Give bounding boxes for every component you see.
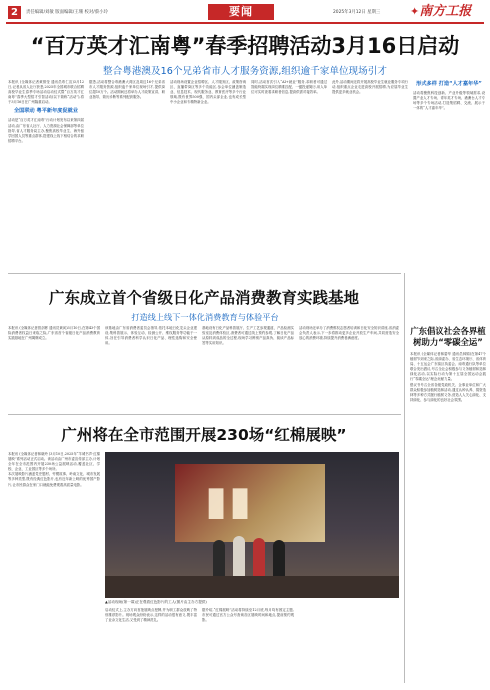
- photo-person: [213, 540, 225, 580]
- sidebar-divider: [404, 273, 405, 683]
- lead-paragraph: 此外,活动期间还将开展高校毕业生就业服务专项行动,组织重点企业走进高校开展招聘,为应届毕业生提供更多就业机会。: [332, 80, 408, 95]
- brand-logo: [410, 3, 471, 21]
- brand-icon: ✦: [410, 5, 420, 18]
- story2-col1: [8, 326, 100, 411]
- story2-bottom-rule: [8, 414, 401, 415]
- lead-paragraph: 活动是“百万英才汇南粤”行动计划发布以来第四届活动,由广东省人社厅、人力资源社会保障部等单位指导,省人才服务局主办,聚焦高校毕业生、海外留学回国人员等重点群体,搭建线上线下相结合的求职招聘平台。: [8, 118, 84, 143]
- photo-person: [273, 540, 285, 580]
- lead-paragraph: 本报讯 (全媒体记者黄祺莹 通讯员粤仁宣)3月12日,记者从省人社厅获悉,2025年全国城市联合招聘高校毕业生春季专场活动启动仪式暨“百万英才汇南粤”春季大型招才引智活动(以下简称“活动”),将于3月16日在广州隆重启动。: [8, 80, 84, 105]
- photo-caption: ▲活动现场(第一幕)正在观看红色影片的工人(图片由主办方提供): [105, 600, 207, 604]
- photo-stage-floor: [105, 576, 399, 598]
- photo-person: [253, 538, 265, 580]
- photo-backdrop-glyph: ▮▮: [205, 477, 254, 524]
- lead-paragraph: 活动将聚焦科技创新、产业升级等领域需求,设置产业人才专场、青年英才专场、港澳台人才专场等多个专场活动,打造集招聘、交流、展示于一体的“人才嘉年华”。: [413, 91, 485, 111]
- story2-subtitle: 打造线上线下一体化消费教育与体验平台: [131, 312, 279, 322]
- lead-body-col2: [89, 80, 165, 270]
- lead-subhead-2: 形式多样 打造“人才嘉年华”: [416, 81, 482, 87]
- brand-name: 南方工报: [419, 4, 472, 19]
- lead-body-col6: [413, 80, 485, 270]
- story3-paragraph: 本报讯 (全媒体记者林晓玲 )3月10日,2025年“羊城书声·红棉展映”系列活动正式启动。该活动由广州市委宣传部主办,计划全年在全市范围内开展230场公益展映活动,覆盖社区、学校、企业、工业园区等多个场所。: [8, 452, 100, 472]
- story2-col2: [105, 326, 197, 411]
- lead-subhead-1: 全国联动 粤平新年度促就业: [13, 108, 79, 115]
- lead-paragraph: 活动现场设置企业招聘区、人才服务区、政策咨询区、直播带岗区等多个功能区,参会单位涵盖制造业、信息技术、现代服务业、教育医疗等多个行业领域,既有世界500强、国内头部企业,也有成长型中小企业和专精特新企业。: [170, 80, 246, 105]
- lead-paragraph: 据悉,活动将整合粤港澳大湾区及周边16个兄弟省市人才服务资源,组织逾千家单位现场引才,提供岗位超10万个。活动期间还将举办人才政策宣讲、职业指导、简历诊断等系列配套服务。: [89, 80, 165, 100]
- story4-body: [410, 352, 486, 682]
- story2-paragraph: 本报讯 (全媒体记者曾剑彬 通讯员黄寅)3月10日,在第43个国际消费者权益日来临之际,广东省首个省级日化产品消费教育实践基地在广州揭牌成立。: [8, 326, 100, 341]
- story3-col3: [202, 608, 294, 683]
- lead-subtitle: 整合粤港澳及16个兄弟省市人才服务资源,组织逾千家单位现场引才: [103, 66, 387, 77]
- lead-body-col1: [8, 80, 84, 270]
- story2-paragraph: 基地设有日化产品科普展厅、生产工艺参观通道、产品检测实验室及消费体验区,消费者可通过线上预约参观,了解日化产品从原料到成品的全过程,现场学习辨别产品真伪、阅读产品标签等实用知识。: [202, 326, 294, 346]
- story3-col2: [105, 608, 197, 683]
- event-photo: [105, 452, 399, 598]
- story2-paragraph: 活动现场还举办了消费维权志愿者培训和日化安全知识讲座,省消委会负责人表示,下一步将推动更多企业开放生产车间,共同营造安全放心的消费环境,持续提升消费者满意度。: [299, 326, 399, 341]
- story3-paragraph: 本次展映影片涵盖党史题材、劳模故事、岭南文化、城市发展等多种类型,既有经典红色影片,也有近年新上映的优秀国产影片,让市民群众在家门口就能免费观看高质量电影。: [8, 472, 100, 487]
- story3-paragraph: 启动仪式上,主办方向首批展映点授牌,并为职工群众放映了特别推荐影片。现场观众纷纷表示,这样的活动很有意义,既丰富了业余文化生活,又受到了精神洗礼。: [105, 608, 197, 623]
- date-line: 2025年3月12日 星期三: [333, 10, 381, 15]
- story2-headline: 广东成立首个省级日化产品消费教育实践基地: [48, 289, 359, 307]
- lead-paragraph: 同时,活动首次引入“AI+就业”服务,求职者可通过智能终端实现岗位精准匹配、一键投递简历,用人单位可实时查看求职者信息,提高供需对接效率。: [251, 80, 327, 95]
- photo-person: [233, 536, 245, 580]
- editor-line: 责任编辑/刘敏 版面编辑/王珊 校对/蔡小玲: [26, 10, 108, 15]
- lead-body-col5: [332, 80, 408, 270]
- lead-headline: “百万英才汇南粤”春季招聘活动3月16日启动: [30, 34, 460, 58]
- page-number-badge: 2: [8, 6, 21, 19]
- story4-paragraph: 倡议书号召全省各级党政机关、企事业单位和广大群众积极参加植树造林活动,通过认种认养、捐资造林等多种方式履行植树义务,营造人人关心绿化、支持绿化、参与绿化的良好社会氛围。: [410, 382, 486, 402]
- lead-bottom-rule: [8, 273, 401, 274]
- lead-body-col4: [251, 80, 327, 270]
- story4-paragraph: 本报讯 (全媒体记者林碧华 通讯员林锦)在第47个植树节到来之际,省绿委办、省生态环境厅、省体育局、十五运会广东赛区执委会、南粤通行队等单位联合发出倡议,号召全社会积极参与义务植树和造林绿化活动,以实际行动为第十五届全国运动会践行“零碳全运”理念贡献力量。: [410, 352, 486, 382]
- story2-col3: [202, 326, 294, 411]
- story3-col1: [8, 452, 100, 682]
- masthead-rule: [6, 22, 484, 24]
- story3-headline: 广州将在全市范围开展230场“红棉展映”: [61, 426, 347, 444]
- section-label: 要闻: [208, 4, 274, 20]
- story4-headline: 广东倡议社会各界植树助力“零碳全运”: [410, 326, 486, 347]
- lead-body-col3: [170, 80, 246, 270]
- story3-paragraph: 据介绍,“红棉展映”活动将持续至12月底,每月均有固定主题,市民可通过官方公众号查询各区展映时间和地点,提前预约观影。: [202, 608, 294, 623]
- story2-paragraph: 该基地由广东省消费者委员会指导,依托本地日化龙头企业建设,集科普展示、体验互动、检测公开、维权服务等功能于一体,旨在引导消费者科学认识日化产品、理性选购和安全使用。: [105, 326, 197, 346]
- story2-col4: [299, 326, 399, 411]
